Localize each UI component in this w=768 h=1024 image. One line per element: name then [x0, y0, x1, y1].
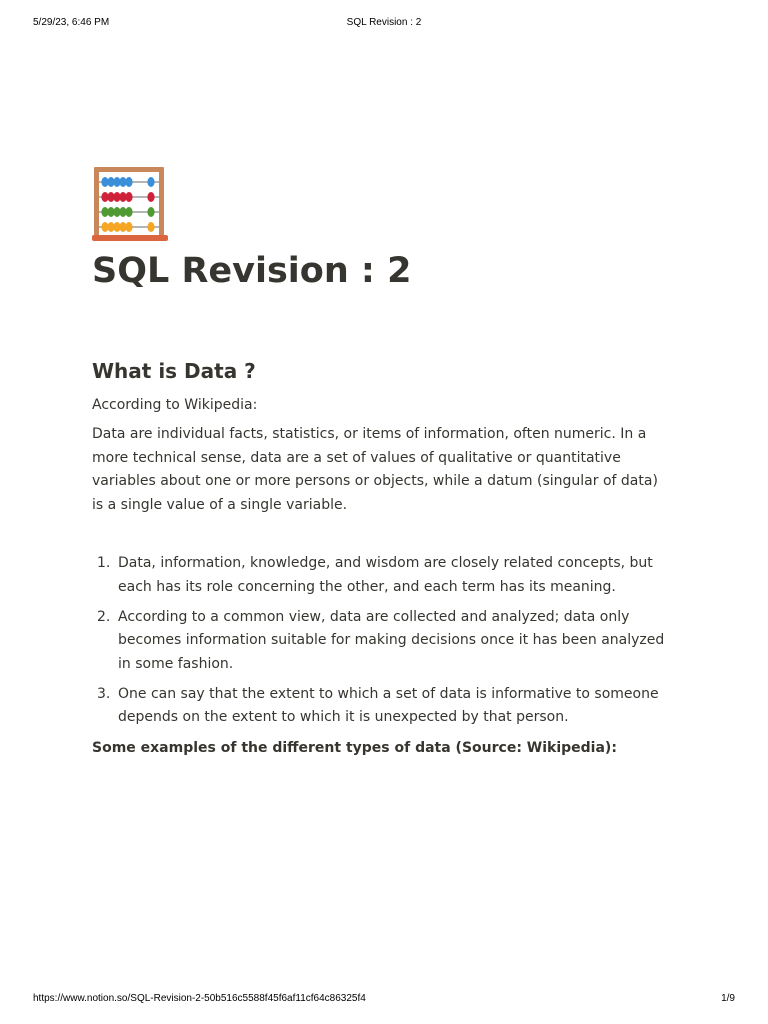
- section-heading: What is Data ?: [92, 359, 256, 383]
- print-url: https://www.notion.so/SQL-Revision-2-50b516c5588f45f6af11cf64c86325f4: [33, 993, 366, 1004]
- definition-paragraph: Data are individual facts, statistics, or items of information, often numeric. In a more technical sense, data are a set of values of qualitative or quantitative variables about one or more persons or objects, while a datum (singular of data) is a single value of a single variable.: [92, 426, 658, 513]
- print-footer: [0, 993, 768, 1007]
- abacus-icon: [92, 165, 168, 243]
- list-number: 3.: [97, 685, 111, 702]
- list-text: According to a common view, data are collected and analyzed; data only becomes information suitable for making decisions once it has been analyzed in some fashion.: [118, 608, 665, 672]
- list-item: [92, 683, 672, 730]
- print-header: [0, 17, 768, 31]
- page-title: SQL Revision : 2: [92, 251, 412, 291]
- list-number: 1.: [97, 555, 111, 571]
- page-number: 1/9: [721, 993, 735, 1004]
- list-number: 2.: [97, 608, 111, 625]
- intro-paragraph: According to Wikipedia:: [92, 397, 258, 413]
- print-date: 5/29/23, 6:46 PM: [33, 17, 110, 28]
- numbered-list: [92, 552, 672, 736]
- print-title: SQL Revision : 2: [346, 17, 422, 28]
- list-item: [92, 552, 672, 599]
- list-text: Data, information, knowledge, and wisdom are closely related concepts, but each has its role concerning the other, and each term has its meaning.: [118, 555, 653, 595]
- list-text: One can say that the extent to which a set of data is informative to someone depends on the extent to which it is unexpected by that person.: [118, 685, 659, 725]
- list-item: [92, 606, 672, 677]
- examples-line: Some examples of the different types of data (Source: Wikipedia):: [92, 740, 617, 756]
